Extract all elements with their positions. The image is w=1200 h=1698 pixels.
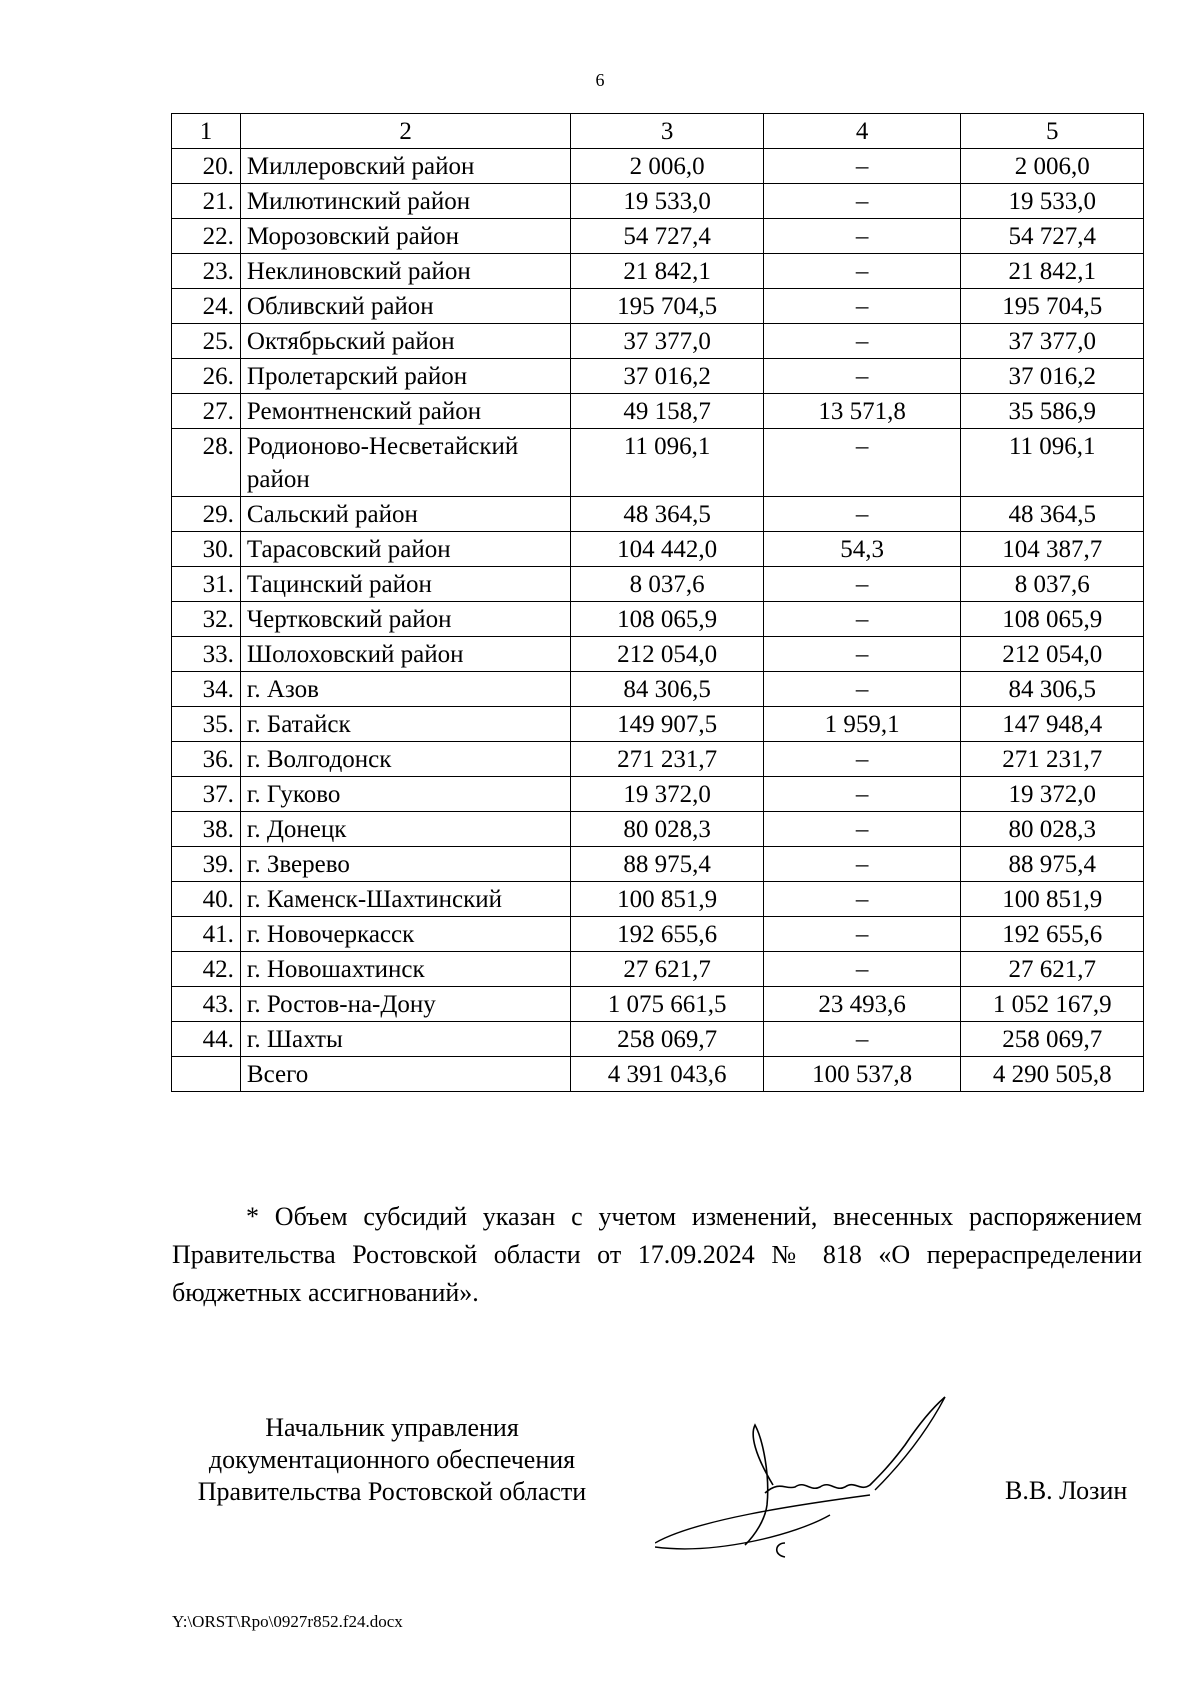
cell-v4: – xyxy=(763,184,961,219)
cell-v4: – xyxy=(763,324,961,359)
cell-v3: 192 655,6 xyxy=(571,917,764,952)
table-row xyxy=(172,394,1144,429)
table-row xyxy=(172,497,1144,532)
cell-num: 21. xyxy=(172,184,241,219)
cell-name: г. Новошахтинск xyxy=(240,952,570,987)
cell-v5: 212 054,0 xyxy=(961,637,1144,672)
cell-v4: 23 493,6 xyxy=(763,987,961,1022)
cell-v5: 88 975,4 xyxy=(961,847,1144,882)
table-row xyxy=(172,742,1144,777)
cell-name: г. Азов xyxy=(240,672,570,707)
total-cell-num xyxy=(172,1057,241,1092)
cell-v5: 8 037,6 xyxy=(961,567,1144,602)
cell-name: г. Ростов-на-Дону xyxy=(240,987,570,1022)
total-cell-v5: 4 290 505,8 xyxy=(961,1057,1144,1092)
cell-num: 22. xyxy=(172,219,241,254)
cell-num: 31. xyxy=(172,567,241,602)
total-cell-name: Всего xyxy=(240,1057,570,1092)
cell-name: Тарасовский район xyxy=(240,532,570,567)
file-path: Y:\ORST\Rpo\0927r852.f24.docx xyxy=(172,1612,403,1631)
cell-v4: – xyxy=(763,637,961,672)
cell-v3: 258 069,7 xyxy=(571,1022,764,1057)
cell-num: 44. xyxy=(172,1022,241,1057)
cell-v5: 100 851,9 xyxy=(961,882,1144,917)
cell-name: г. Зверево xyxy=(240,847,570,882)
cell-num: 27. xyxy=(172,394,241,429)
cell-v5: 80 028,3 xyxy=(961,812,1144,847)
cell-num: 23. xyxy=(172,254,241,289)
cell-v5: 35 586,9 xyxy=(961,394,1144,429)
cell-name: Обливский район xyxy=(240,289,570,324)
table-row xyxy=(172,429,1144,497)
cell-v5: 27 621,7 xyxy=(961,952,1144,987)
cell-v3: 8 037,6 xyxy=(571,567,764,602)
cell-v4: – xyxy=(763,602,961,637)
table-row xyxy=(172,882,1144,917)
cell-v4: – xyxy=(763,219,961,254)
cell-v5: 195 704,5 xyxy=(961,289,1144,324)
cell-num: 34. xyxy=(172,672,241,707)
cell-v5: 108 065,9 xyxy=(961,602,1144,637)
cell-v5: 11 096,1 xyxy=(961,429,1144,497)
cell-v3: 27 621,7 xyxy=(571,952,764,987)
cell-num: 39. xyxy=(172,847,241,882)
handwritten-signature xyxy=(655,1395,985,1570)
table-row xyxy=(172,602,1144,637)
cell-v4: – xyxy=(763,567,961,602)
cell-v3: 11 096,1 xyxy=(571,429,764,497)
table-row xyxy=(172,777,1144,812)
cell-name: г. Новочеркасск xyxy=(240,917,570,952)
cell-v4: – xyxy=(763,917,961,952)
table-row xyxy=(172,637,1144,672)
cell-v4: – xyxy=(763,289,961,324)
cell-v4: – xyxy=(763,742,961,777)
table-row xyxy=(172,952,1144,987)
cell-name: Морозовский район xyxy=(240,219,570,254)
cell-v3: 88 975,4 xyxy=(571,847,764,882)
cell-num: 26. xyxy=(172,359,241,394)
table-row xyxy=(172,359,1144,394)
cell-name: Неклиновский район xyxy=(240,254,570,289)
table-row xyxy=(172,917,1144,952)
cell-v3: 80 028,3 xyxy=(571,812,764,847)
signatory-position xyxy=(172,1412,612,1508)
cell-name: г. Каменск-Шахтинский xyxy=(240,882,570,917)
cell-v4: 1 959,1 xyxy=(763,707,961,742)
signatory-position-line-1: Начальник управления xyxy=(265,1413,519,1442)
cell-name: Милютинский район xyxy=(240,184,570,219)
cell-v5: 37 377,0 xyxy=(961,324,1144,359)
cell-v5: 192 655,6 xyxy=(961,917,1144,952)
total-cell-v3: 4 391 043,6 xyxy=(571,1057,764,1092)
cell-v3: 54 727,4 xyxy=(571,219,764,254)
footnote: * Объем субсидий указан с учетом изменений, внесенных распоряжением Правительства Ростовской области от 17.09.2024 № 818 «О перераспределении бюджетных ассигнований». xyxy=(172,1202,1142,1307)
cell-num: 24. xyxy=(172,289,241,324)
cell-name: Родионово-Несветайский район xyxy=(240,429,570,497)
table-row xyxy=(172,532,1144,567)
cell-num: 38. xyxy=(172,812,241,847)
cell-name: Миллеровский район xyxy=(240,149,570,184)
cell-v5: 147 948,4 xyxy=(961,707,1144,742)
cell-num: 40. xyxy=(172,882,241,917)
cell-v5: 19 533,0 xyxy=(961,184,1144,219)
cell-v4: – xyxy=(763,952,961,987)
cell-v5: 2 006,0 xyxy=(961,149,1144,184)
cell-v5: 271 231,7 xyxy=(961,742,1144,777)
cell-v3: 19 372,0 xyxy=(571,777,764,812)
cell-v4: 13 571,8 xyxy=(763,394,961,429)
cell-name: Шолоховский район xyxy=(240,637,570,672)
cell-num: 35. xyxy=(172,707,241,742)
table-row xyxy=(172,184,1144,219)
cell-v5: 48 364,5 xyxy=(961,497,1144,532)
table-header-row xyxy=(172,114,1144,149)
cell-v4: – xyxy=(763,777,961,812)
cell-num: 42. xyxy=(172,952,241,987)
header-cell-3: 3 xyxy=(571,114,764,149)
cell-num: 33. xyxy=(172,637,241,672)
cell-v3: 49 158,7 xyxy=(571,394,764,429)
cell-name: г. Шахты xyxy=(240,1022,570,1057)
cell-num: 32. xyxy=(172,602,241,637)
cell-v4: – xyxy=(763,149,961,184)
cell-name: Ремонтненский район xyxy=(240,394,570,429)
cell-v3: 271 231,7 xyxy=(571,742,764,777)
cell-v4: – xyxy=(763,812,961,847)
cell-v3: 104 442,0 xyxy=(571,532,764,567)
cell-num: 25. xyxy=(172,324,241,359)
header-cell-4: 4 xyxy=(763,114,961,149)
signatory-position-line-3: Правительства Ростовской области xyxy=(197,1477,587,1506)
cell-num: 30. xyxy=(172,532,241,567)
cell-v3: 21 842,1 xyxy=(571,254,764,289)
cell-v4: 54,3 xyxy=(763,532,961,567)
cell-name: Пролетарский район xyxy=(240,359,570,394)
cell-v5: 54 727,4 xyxy=(961,219,1144,254)
cell-v4: – xyxy=(763,1022,961,1057)
header-cell-1: 1 xyxy=(172,114,241,149)
cell-name: г. Батайск xyxy=(240,707,570,742)
cell-v3: 149 907,5 xyxy=(571,707,764,742)
cell-name: Чертковский район xyxy=(240,602,570,637)
table-row xyxy=(172,847,1144,882)
cell-num: 41. xyxy=(172,917,241,952)
cell-v3: 1 075 661,5 xyxy=(571,987,764,1022)
cell-name: г. Волгодонск xyxy=(240,742,570,777)
table-row xyxy=(172,289,1144,324)
cell-v4: – xyxy=(763,882,961,917)
cell-v3: 195 704,5 xyxy=(571,289,764,324)
table-row xyxy=(172,707,1144,742)
cell-v3: 100 851,9 xyxy=(571,882,764,917)
cell-name: Октябрьский район xyxy=(240,324,570,359)
cell-v4: – xyxy=(763,847,961,882)
cell-v4: – xyxy=(763,359,961,394)
cell-num: 37. xyxy=(172,777,241,812)
cell-v3: 108 065,9 xyxy=(571,602,764,637)
table-row xyxy=(172,987,1144,1022)
total-cell-v4: 100 537,8 xyxy=(763,1057,961,1092)
cell-v3: 48 364,5 xyxy=(571,497,764,532)
table-row xyxy=(172,219,1144,254)
cell-v3: 84 306,5 xyxy=(571,672,764,707)
cell-v5: 21 842,1 xyxy=(961,254,1144,289)
cell-v5: 19 372,0 xyxy=(961,777,1144,812)
table-total-row xyxy=(172,1057,1144,1092)
header-cell-2: 2 xyxy=(240,114,570,149)
table-row xyxy=(172,1022,1144,1057)
cell-name: г. Гуково xyxy=(240,777,570,812)
cell-v3: 37 377,0 xyxy=(571,324,764,359)
cell-name: г. Донецк xyxy=(240,812,570,847)
table-row xyxy=(172,254,1144,289)
table-row xyxy=(172,672,1144,707)
header-cell-5: 5 xyxy=(961,114,1144,149)
cell-v4: – xyxy=(763,254,961,289)
cell-v3: 212 054,0 xyxy=(571,637,764,672)
subsidy-table xyxy=(171,113,1144,1092)
cell-v5: 258 069,7 xyxy=(961,1022,1144,1057)
cell-name: Сальский район xyxy=(240,497,570,532)
table-row xyxy=(172,149,1144,184)
cell-num: 20. xyxy=(172,149,241,184)
page-number: 6 xyxy=(595,70,605,90)
cell-v4: – xyxy=(763,429,961,497)
cell-num: 36. xyxy=(172,742,241,777)
cell-v5: 84 306,5 xyxy=(961,672,1144,707)
cell-num: 29. xyxy=(172,497,241,532)
cell-v4: – xyxy=(763,497,961,532)
cell-v3: 37 016,2 xyxy=(571,359,764,394)
cell-v3: 19 533,0 xyxy=(571,184,764,219)
cell-v5: 37 016,2 xyxy=(961,359,1144,394)
cell-v3: 2 006,0 xyxy=(571,149,764,184)
cell-v5: 104 387,7 xyxy=(961,532,1144,567)
cell-v4: – xyxy=(763,672,961,707)
signatory-position-line-2: документационного обеспечения xyxy=(208,1445,576,1474)
signatory-name: В.В. Лозин xyxy=(1005,1476,1128,1505)
table-row xyxy=(172,567,1144,602)
cell-v5: 1 052 167,9 xyxy=(961,987,1144,1022)
cell-num: 28. xyxy=(172,429,241,497)
table-row xyxy=(172,324,1144,359)
cell-name: Тацинский район xyxy=(240,567,570,602)
table-row xyxy=(172,812,1144,847)
cell-num: 43. xyxy=(172,987,241,1022)
